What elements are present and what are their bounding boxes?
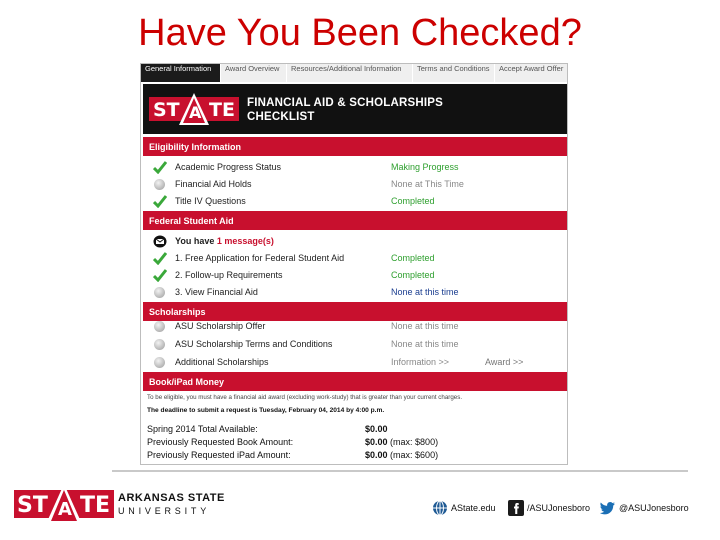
bullet-icon bbox=[153, 320, 167, 333]
section-bookpad-header: Book/iPad Money bbox=[143, 372, 567, 391]
row-status: Completed bbox=[391, 270, 435, 280]
deadline-text: The deadline to submit a request is Tuesday, February 04, 2014 by 4:00 p.m. bbox=[147, 407, 385, 414]
eligibility-note: To be eligible, you must have a financial aid award (excluding work-study) that is greater than your current charges. bbox=[147, 394, 463, 401]
summary-label: Spring 2014 Total Available: bbox=[147, 424, 258, 434]
globe-icon bbox=[432, 500, 448, 516]
summary-value: $0.00 (max: $600) bbox=[365, 450, 439, 460]
section-eligibility-header: Eligibility Information bbox=[143, 137, 567, 156]
list-item[interactable] bbox=[143, 267, 567, 284]
list-item[interactable] bbox=[143, 284, 567, 301]
footer-state-logo bbox=[14, 484, 114, 524]
row-label: 3. View Financial Aid bbox=[175, 287, 258, 297]
tab-general-information[interactable]: General Information bbox=[141, 64, 221, 82]
check-icon bbox=[153, 195, 167, 208]
row-status: None at this time bbox=[391, 339, 459, 349]
list-item[interactable] bbox=[143, 176, 567, 193]
twitter-icon bbox=[600, 500, 616, 516]
slide-title: Have You Been Checked? bbox=[138, 12, 582, 54]
svg-text:ST: ST bbox=[17, 493, 48, 518]
summary-value: $0.00 (max: $800) bbox=[365, 437, 439, 447]
check-icon bbox=[153, 161, 167, 174]
svg-text:ST: ST bbox=[153, 99, 180, 121]
svg-text:A: A bbox=[189, 103, 202, 122]
svg-text:TE: TE bbox=[209, 99, 235, 121]
summary-row bbox=[147, 450, 547, 462]
row-label: 1. Free Application for Federal Student Aid bbox=[175, 253, 345, 263]
check-icon bbox=[153, 252, 167, 265]
row-label: Financial Aid Holds bbox=[175, 179, 252, 189]
facebook-icon bbox=[508, 500, 524, 516]
bullet-icon bbox=[153, 286, 167, 299]
bullet-icon bbox=[153, 356, 167, 369]
footer-divider bbox=[112, 470, 688, 472]
facebook-link[interactable]: /ASUJonesboro bbox=[508, 500, 590, 516]
row-label: Title IV Questions bbox=[175, 196, 246, 206]
check-icon bbox=[153, 269, 167, 282]
row-label: 2. Follow-up Requirements bbox=[175, 270, 283, 280]
row-status: Making Progress bbox=[391, 162, 459, 172]
row-status: Completed bbox=[391, 196, 435, 206]
tab-award-overview[interactable]: Award Overview bbox=[221, 64, 287, 82]
summary-row bbox=[147, 424, 547, 436]
row-label: ASU Scholarship Terms and Conditions bbox=[175, 339, 333, 349]
checklist-screenshot bbox=[140, 63, 568, 465]
list-item[interactable] bbox=[143, 159, 567, 176]
checklist-title: FINANCIAL AID & SCHOLARSHIPS CHECKLIST bbox=[247, 97, 443, 123]
row-status: None at This Time bbox=[391, 179, 464, 189]
message-row[interactable] bbox=[143, 233, 567, 250]
envelope-icon bbox=[153, 235, 167, 248]
list-item[interactable] bbox=[143, 193, 567, 210]
bullet-icon bbox=[153, 338, 167, 351]
list-item[interactable] bbox=[143, 354, 567, 371]
message-text: You have 1 message(s) bbox=[175, 236, 274, 246]
list-item[interactable] bbox=[143, 318, 567, 335]
tab-resources[interactable]: Resources/Additional Information bbox=[287, 64, 413, 82]
list-item[interactable] bbox=[143, 250, 567, 267]
twitter-link[interactable]: @ASUJonesboro bbox=[600, 500, 689, 516]
section-scholarships-header: Scholarships bbox=[143, 302, 567, 321]
information-link[interactable]: Information >> bbox=[391, 357, 450, 367]
row-status: Completed bbox=[391, 253, 435, 263]
university-wordmark: ARKANSAS STATE UNIVERSITY bbox=[118, 492, 225, 516]
summary-row bbox=[147, 437, 547, 449]
row-status: None at this time bbox=[391, 287, 459, 297]
tab-bar bbox=[141, 64, 568, 82]
summary-value: $0.00 bbox=[365, 424, 388, 434]
row-label: Additional Scholarships bbox=[175, 357, 269, 367]
row-label: Academic Progress Status bbox=[175, 162, 282, 172]
summary-label: Previously Requested iPad Amount: bbox=[147, 450, 291, 460]
svg-text:A: A bbox=[58, 499, 72, 520]
tab-terms-conditions[interactable]: Terms and Conditions bbox=[413, 64, 495, 82]
section-federal-header: Federal Student Aid bbox=[143, 211, 567, 230]
checklist-banner bbox=[143, 84, 567, 134]
award-link[interactable]: Award >> bbox=[485, 357, 524, 367]
row-label: ASU Scholarship Offer bbox=[175, 321, 266, 331]
tab-accept-award[interactable]: Accept Award Offer bbox=[495, 64, 568, 82]
svg-text:TE: TE bbox=[80, 493, 111, 518]
website-link[interactable]: AState.edu bbox=[432, 500, 496, 516]
messages-link[interactable]: 1 message(s) bbox=[216, 236, 274, 246]
list-item[interactable] bbox=[143, 336, 567, 353]
summary-label: Previously Requested Book Amount: bbox=[147, 437, 294, 447]
state-logo bbox=[149, 93, 239, 125]
bullet-icon bbox=[153, 178, 167, 191]
row-status: None at this time bbox=[391, 321, 459, 331]
